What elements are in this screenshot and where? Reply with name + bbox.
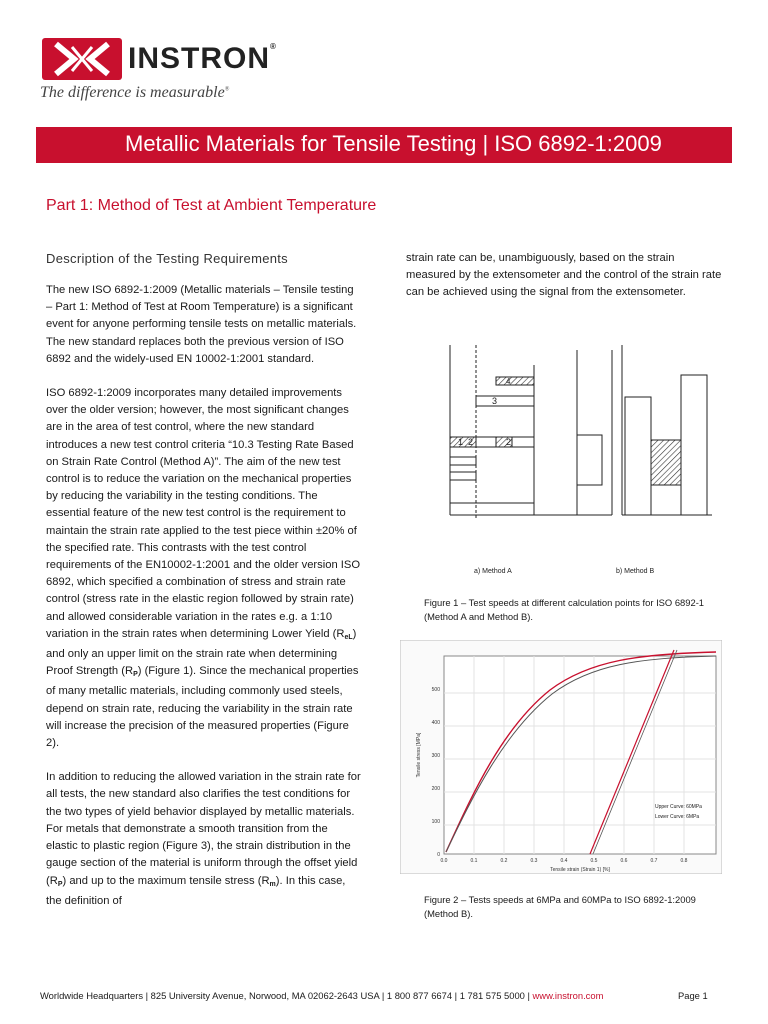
footer-address: Worldwide Headquarters | 825 University Avenue, Norwood, MA 02062-2643 USA | 1 800 877 6674 | 1 781 575 5000 | www.instron.com <box>40 990 604 1001</box>
y-tick: 100 <box>431 819 440 825</box>
left-column <box>46 282 361 927</box>
x-axis-label: Tensile strain (Strain 1) [%] <box>550 867 610 873</box>
zone-label: 1 <box>458 437 464 447</box>
figure-2-chart <box>400 640 722 874</box>
instron-logo-mark <box>42 38 122 80</box>
x-tick: 0.1 <box>470 858 478 864</box>
y-tick: 300 <box>431 753 440 759</box>
legend-lower: Lower Curve: 6MPa <box>655 814 700 820</box>
figure-2-caption: Figure 2 – Tests speeds at 6MPa and 60MPa to ISO 6892-1:2009 (Method B). <box>424 894 696 919</box>
brand-name: INSTRON® <box>128 42 277 75</box>
y-tick: 200 <box>431 786 440 792</box>
x-tick: 0.3 <box>530 858 538 864</box>
y-axis-label: Tensile stress [MPa] <box>416 732 422 778</box>
x-tick: 0.6 <box>620 858 628 864</box>
x-tick: 0.5 <box>590 858 598 864</box>
figure-1-caption: Figure 1 – Test speeds at different calculation points for ISO 6892-1 (Method A and Method B). <box>424 597 705 622</box>
x-tick: 0.8 <box>680 858 688 864</box>
page-number: Page 1 <box>678 990 708 1001</box>
zone-label: 2 <box>506 437 512 447</box>
document-title: Metallic Materials for Tensile Testing | ISO 6892-1:2009 <box>125 131 662 156</box>
x-tick: 0.7 <box>650 858 658 864</box>
x-tick: 0.0 <box>440 858 448 864</box>
brand-tagline: The difference is measurable® <box>40 84 230 101</box>
website-link[interactable]: www.instron.com <box>532 990 604 1001</box>
y-tick: 500 <box>431 687 440 693</box>
method-a-label: a) Method A <box>474 568 512 575</box>
legend-upper: Upper Curve: 60MPa <box>655 804 702 810</box>
zone-label: 3 <box>492 396 498 406</box>
x-tick: 0.2 <box>500 858 508 864</box>
figure-1-diagram <box>412 335 722 580</box>
paragraph-1: The new ISO 6892-1:2009 (Metallic materials – Tensile testing – Part 1: Method of Test at Room Temperature) is a significant event for anyone performing tensile tests on metallic materials. The new standard replaces both the previous version of ISO 6892 and the widely-used EN 10002-1:2001 standard. <box>46 284 357 365</box>
y-tick: 0 <box>437 852 440 858</box>
y-tick: 400 <box>431 720 440 726</box>
paragraph-3: In addition to reducing the allowed variation in the strain rate for all tests, the new standard also clarifies the test conditions for the two types of yield behavior displayed by metallic materials. For metals that demonstrate a smooth transition from the elastic to plastic region (Figure 3), the strain distribution in the gauge section of the material is uniform through the offset yield $(R_P)$ and up to the maximum tensile stress $(R_m)$. In this case, the definition of <box>46 771 361 907</box>
paragraph-continued: strain rate can be, unambiguously, based on the strain measured by the extensometer and the control of the strain rate can be achieved using the signal from the extensometer. <box>406 252 722 299</box>
part-heading: Part 1: Method of Test at Ambient Temperature <box>46 197 377 214</box>
zone-label: 2 <box>468 437 474 447</box>
section-heading: Description of the Testing Requirements <box>46 251 288 266</box>
paragraph-2: ISO 6892-1:2009 incorporates many detailed improvements over the older version; however, the most significant changes are in the area of test control, where the new standard introduces a new test control criteria “10.3 Testing Rate Based on Strain Rate Control (Method A)”. The aim of the new test control is to reduce the variation on the mechanical properties by reducing the variability in the testing conditions. The essential feature of the new test control is the requirement to maintain the strain rate applied to the test piece within ±20% of the specified rate. This contrasts with the test control requirements of the EN10002-1:2001 and the older version ISO 6892, which specified a combination of stress and strain rate control (stress rate in the elastic region followed by strain rate) and allowed considerable variation in the rates e.g. a 1:10 variation in the strain rates when determining Lower Yield $(R_{eL})$ and only an upper limit on the strain rate when determining Proof Strength $(R_P)$ (Figure 1). Since the mechanical properties of many metallic materials, including commonly used steels, depend on strain rate, reducing the variability in the strain rate will increase the precision of the measured properties (Figure 2). <box>46 387 361 750</box>
x-tick: 0.4 <box>560 858 568 864</box>
right-column <box>406 250 726 319</box>
method-b-label: b) Method B <box>616 568 655 575</box>
zone-label: 4 <box>506 377 511 386</box>
